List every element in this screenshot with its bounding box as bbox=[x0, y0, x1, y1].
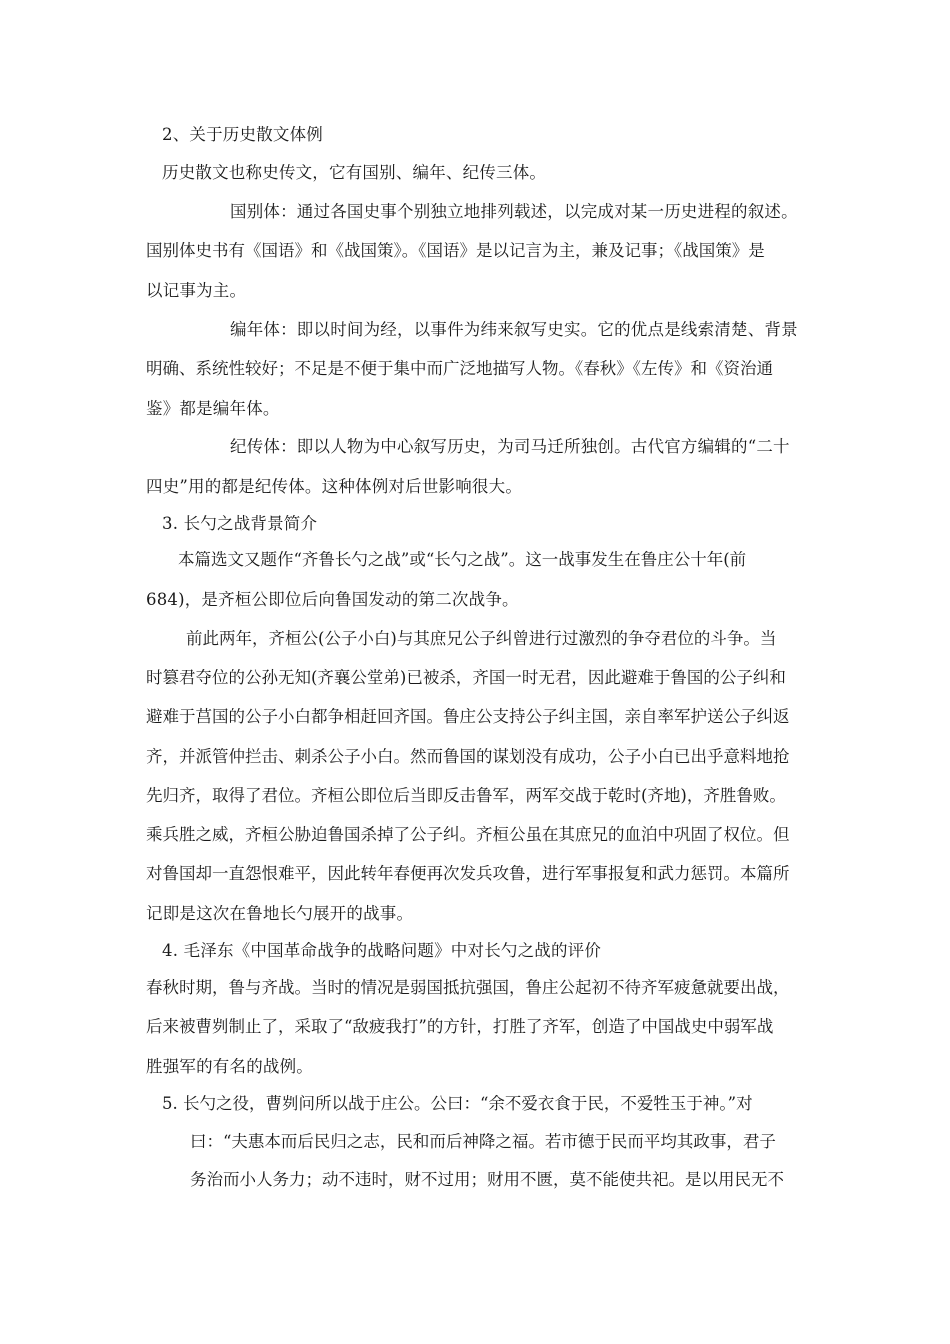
paragraph-line: 曰：“夫惠本而后民归之志，民和而后神降之福。若市德于民而平均其政事，君子 bbox=[190, 1132, 776, 1151]
paragraph-line: 对鲁国却一直怨恨难平，因此转年春便再次发兵攻鲁，进行军事报复和武力惩罚。本篇所 bbox=[146, 864, 790, 883]
paragraph-line: 记即是这次在鲁地长勺展开的战事。 bbox=[146, 904, 414, 923]
paragraph-line: 避难于莒国的公子小白都争相赶回齐国。鲁庄公支持公子纠主国，亲自率军护送公子纠返 bbox=[146, 707, 790, 726]
paragraph-line: 国别体史书有《国语》和《战国策》。《国语》是以记言为主，兼及记事；《战国策》是 bbox=[146, 241, 765, 260]
paragraph-line: 先归齐，取得了君位。齐桓公即位后当即反击鲁军，两军交战于乾时(齐地)，齐胜鲁败。 bbox=[146, 786, 786, 805]
paragraph-line: 明确、系统性较好；不足是不便于集中而广泛地描写人物。《春秋》《左传》和《资治通 bbox=[146, 359, 773, 378]
paragraph-line: 春秋时期，鲁与齐战。当时的情况是弱国抵抗强国，鲁庄公起初不待齐军疲惫就要出战， bbox=[146, 978, 790, 997]
section-heading-4: 4. 毛泽东《中国革命战争的战略问题》中对长勺之战的评价 bbox=[162, 941, 602, 960]
section-heading-2: 2、关于历史散文体例 bbox=[162, 125, 323, 144]
paragraph-line: 乘兵胜之威，齐桓公胁迫鲁国杀掉了公子纠。齐桓公虽在其庶兄的血泊中巩固了权位。但 bbox=[146, 825, 790, 844]
paragraph-line: 本篇选文又题作“齐鲁长勺之战”或“长勺之战”。这一战事发生在鲁庄公十年(前 bbox=[178, 550, 747, 569]
paragraph-line: 胜强军的有名的战例。 bbox=[146, 1057, 313, 1076]
section-heading-3: 3. 长勺之战背景简介 bbox=[162, 514, 318, 533]
paragraph-line: 后来被曹刿制止了，采取了“敌疲我打”的方针，打胜了齐军，创造了中国战史中弱军战 bbox=[146, 1017, 774, 1036]
paragraph-line: 历史散文也称史传文，它有国别、编年、纪传三体。 bbox=[162, 163, 547, 182]
paragraph-line: 以记事为主。 bbox=[146, 281, 247, 300]
paragraph-line: 时篡君夺位的公孙无知(齐襄公堂弟)已被杀，齐国一时无君，因此避难于鲁国的公子纠和 bbox=[146, 668, 786, 687]
paragraph-line: 四史”用的都是纪传体。这种体例对后世影响很大。 bbox=[146, 477, 523, 496]
paragraph-line: 684)，是齐桓公即位后向鲁国发动的第二次战争。 bbox=[146, 590, 519, 609]
paragraph-line: 鉴》都是编年体。 bbox=[146, 399, 280, 418]
paragraph-line: 务治而小人务力；动不违时，财不过用；财用不匮，莫不能使共祀。是以用民无不 bbox=[190, 1170, 784, 1189]
paragraph-line: 前此两年，齐桓公(公子小白)与其庶兄公子纠曾进行过激烈的争夺君位的斗争。当 bbox=[186, 629, 777, 648]
paragraph-line: 编年体：即以时间为经，以事件为纬来叙写史实。它的优点是线索清楚、背景 bbox=[230, 320, 798, 339]
paragraph-line: 齐，并派管仲拦击、刺杀公子小白。然而鲁国的谋划没有成功，公子小白已出乎意料地抢 bbox=[146, 747, 790, 766]
paragraph-line: 纪传体：即以人物为中心叙写历史，为司马迁所独创。古代官方编辑的“二十 bbox=[230, 437, 790, 456]
paragraph-line: 国别体：通过各国史事个别独立地排列载述，以完成对某一历史进程的叙述。 bbox=[230, 202, 798, 221]
section-heading-5: 5. 长勺之役，曹刿问所以战于庄公。公曰：“余不爱衣食于民，不爱牲玉于神。”对 bbox=[162, 1094, 753, 1113]
